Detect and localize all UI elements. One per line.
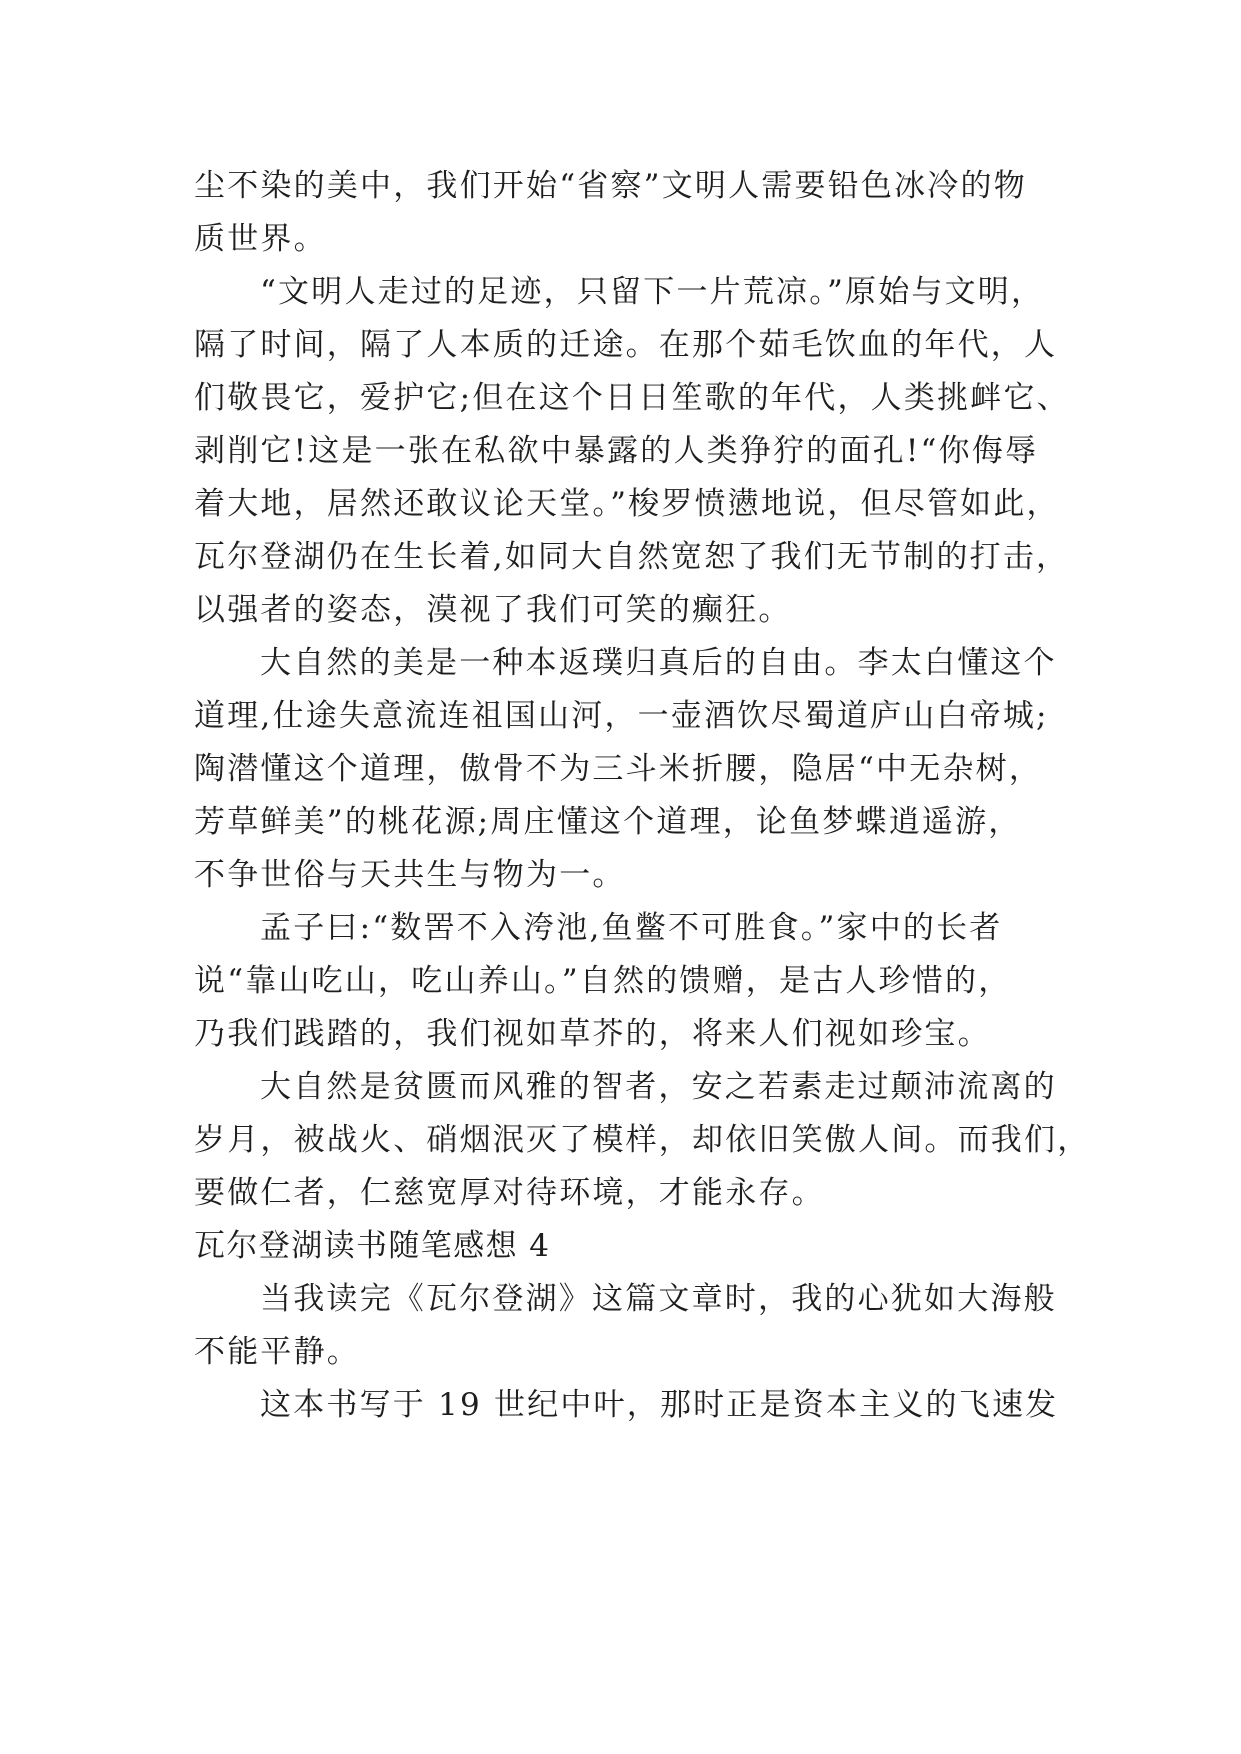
text-line: 这本书写于 19 世纪中叶，那时正是资本主义的飞速发 xyxy=(260,1387,1059,1423)
text-line: 剥削它!这是一张在私欲中暴露的人类狰狞的面孔!“你侮辱 xyxy=(194,433,1039,469)
document-body xyxy=(194,160,1091,1432)
text-line: 说“靠山吃山，吃山养山。”自然的馈赠，是古人珍惜的， xyxy=(194,963,1012,999)
text-line: 不争世俗与天共生与物为一。 xyxy=(194,857,626,893)
text-line: 岁月，被战火、硝烟泯灭了模样，却依旧笑傲人间。而我们， xyxy=(194,1122,1091,1158)
text-line: 隔了时间，隔了人本质的迁途。在那个茹毛饮血的年代，人 xyxy=(194,327,1058,363)
text-line: 乃我们践踏的，我们视如草芥的，将来人们视如珍宝。 xyxy=(194,1016,991,1052)
text-line: 瓦尔登湖仍在生长着,如同大自然宽恕了我们无节制的打击， xyxy=(194,539,1070,575)
text-line: 大自然是贫匮而风雅的智者，安之若素走过颠沛流离的 xyxy=(260,1069,1057,1105)
text-line: 以强者的姿态，漠视了我们可笑的癫狂。 xyxy=(194,592,792,628)
text-line: 孟子曰:“数罟不入洿池,鱼鳖不可胜食。”家中的长者 xyxy=(260,910,1003,946)
text-line: 不能平静。 xyxy=(194,1334,360,1370)
text-line: “文明人走过的足迹，只留下一片荒凉。”原始与文明， xyxy=(260,274,1045,310)
text-line: 质世界。 xyxy=(194,221,327,257)
text-line: 陶潜懂这个道理，傲骨不为三斗米折腰，隐居“中无杂树， xyxy=(194,751,1043,787)
text-line: 着大地，居然还敢议论天堂。”梭罗愤懑地说，但尽管如此， xyxy=(194,486,1060,522)
text-line: 芳草鲜美”的桃花源;周庄懂这个道理，论鱼梦蝶逍遥游， xyxy=(194,804,1022,840)
text-line: 道理,仕途失意流连祖国山河，一壶酒饮尽蜀道庐山白帝城; xyxy=(194,698,1049,734)
text-line: 当我读完《瓦尔登湖》这篇文章时，我的心犹如大海般 xyxy=(260,1281,1057,1317)
text-line: 要做仁者，仁慈宽厚对待环境，才能永存。 xyxy=(194,1175,825,1211)
text-line: 们敬畏它，爱护它;但在这个日日笙歌的年代，人类挑衅它、 xyxy=(194,380,1070,416)
section-heading: 瓦尔登湖读书随笔感想 4 xyxy=(194,1228,551,1264)
text-line: 大自然的美是一种本返璞归真后的自由。李太白懂这个 xyxy=(260,645,1057,681)
text-line: 尘不染的美中，我们开始“省察”文明人需要铅色冰冷的物 xyxy=(194,168,1027,204)
